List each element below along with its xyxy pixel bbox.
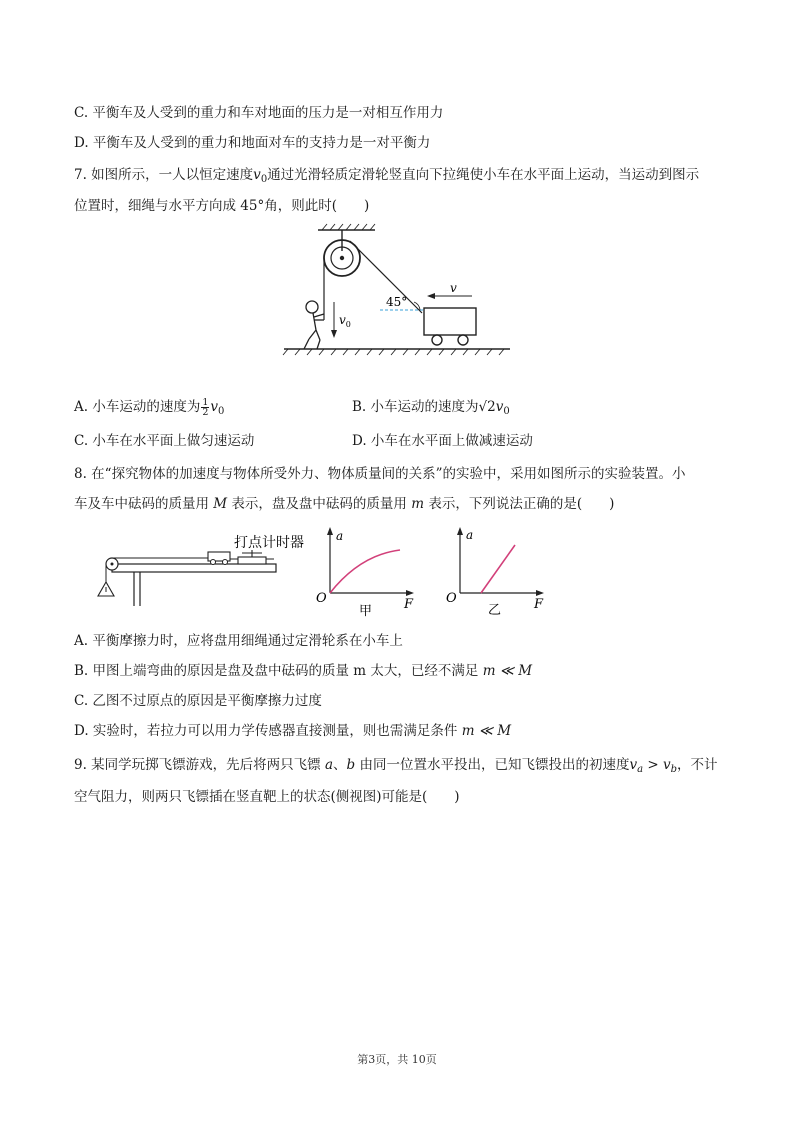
- q8-option-b: B. 甲图上端弯曲的原因是盘及盘中砝码的质量 m 太大，已经不满足 m ≪ M: [74, 663, 533, 679]
- line-yi: [481, 545, 515, 593]
- graph-caption: 乙: [488, 603, 502, 618]
- axis-y-label: a: [336, 529, 344, 543]
- axis-x-label: F: [534, 597, 544, 612]
- timer-label: 打点计时器: [234, 535, 304, 551]
- q8-option-a: A. 平衡摩擦力时，应将盘用细绳通过定滑轮系在小车上: [74, 633, 403, 649]
- q7-stem-line2: 位置时，细绳与水平方向成 45°角，则此时( ): [74, 198, 370, 214]
- q7-stem-line1: 7. 如图所示，一人以恒定速度$v_0$通过光滑轻质定滑轮竖直向下拉绳使小车在水平面上运动，当运动到图示: [74, 167, 700, 185]
- axis-y-label: a: [466, 528, 474, 542]
- person-icon: [304, 301, 324, 349]
- curve-jia: [330, 550, 400, 593]
- q6-option-d: D. 平衡车及人受到的重力和地面对车的支持力是一对平衡力: [74, 135, 431, 151]
- angle-label: 45°: [386, 295, 408, 309]
- q6-option-c: C. 平衡车及人受到的重力和车对地面的压力是一对相互作用力: [74, 105, 444, 121]
- q9-stem-line2: 空气阻力，则两只飞镖插在竖直靶上的状态(侧视图)可能是( ): [74, 789, 460, 805]
- q8-apparatus-figure: [96, 530, 304, 610]
- page-number: 第3页，共 10页: [357, 1053, 437, 1066]
- q7-option-c: C. 小车在水平面上做匀速运动: [74, 433, 255, 449]
- q9-stem-line1: 9. 某同学玩掷飞镖游戏，先后将两只飞镖 a、b 由同一位置水平投出，已知飞镖投出的初速度$v_a > v_b$，不计: [74, 757, 718, 775]
- q8-stem-line1: 8. 在“探究物体的加速度与物体所受外力、物体质量间的关系”的实验中，采用如图所示的实验装置。小: [74, 466, 686, 482]
- q8-graph-jia: [312, 525, 422, 620]
- q8-graph-yi: [442, 522, 552, 620]
- v0-label: $v_0$: [339, 313, 351, 329]
- q7-option-d: D. 小车在水平面上做减速运动: [352, 433, 533, 449]
- q8-option-d: D. 实验时，若拉力可以用力学传感器直接测量，则也需满足条件 m ≪ M: [74, 723, 512, 739]
- cart-icon: [424, 308, 476, 335]
- origin-label: O: [446, 591, 457, 606]
- q8-stem-line2: 车及车中砝码的质量用 M 表示，盘及盘中砝码的质量用 m 表示，下列说法正确的是( ): [74, 496, 615, 512]
- v-label: v: [450, 281, 457, 295]
- timer-icon: [238, 557, 266, 564]
- q7-option-a: A. 小车运动的速度为 $\frac{1}{2}$ $v_0$: [74, 397, 225, 418]
- q8-option-c: C. 乙图不过原点的原因是平衡摩擦力过度: [74, 693, 322, 709]
- axis-x-label: F: [404, 597, 414, 612]
- q7-pulley-figure: [280, 222, 515, 357]
- graph-caption: 甲: [359, 604, 373, 619]
- origin-label: O: [316, 591, 327, 606]
- q7-option-b: B. 小车运动的速度为$√2v_0$: [352, 399, 510, 417]
